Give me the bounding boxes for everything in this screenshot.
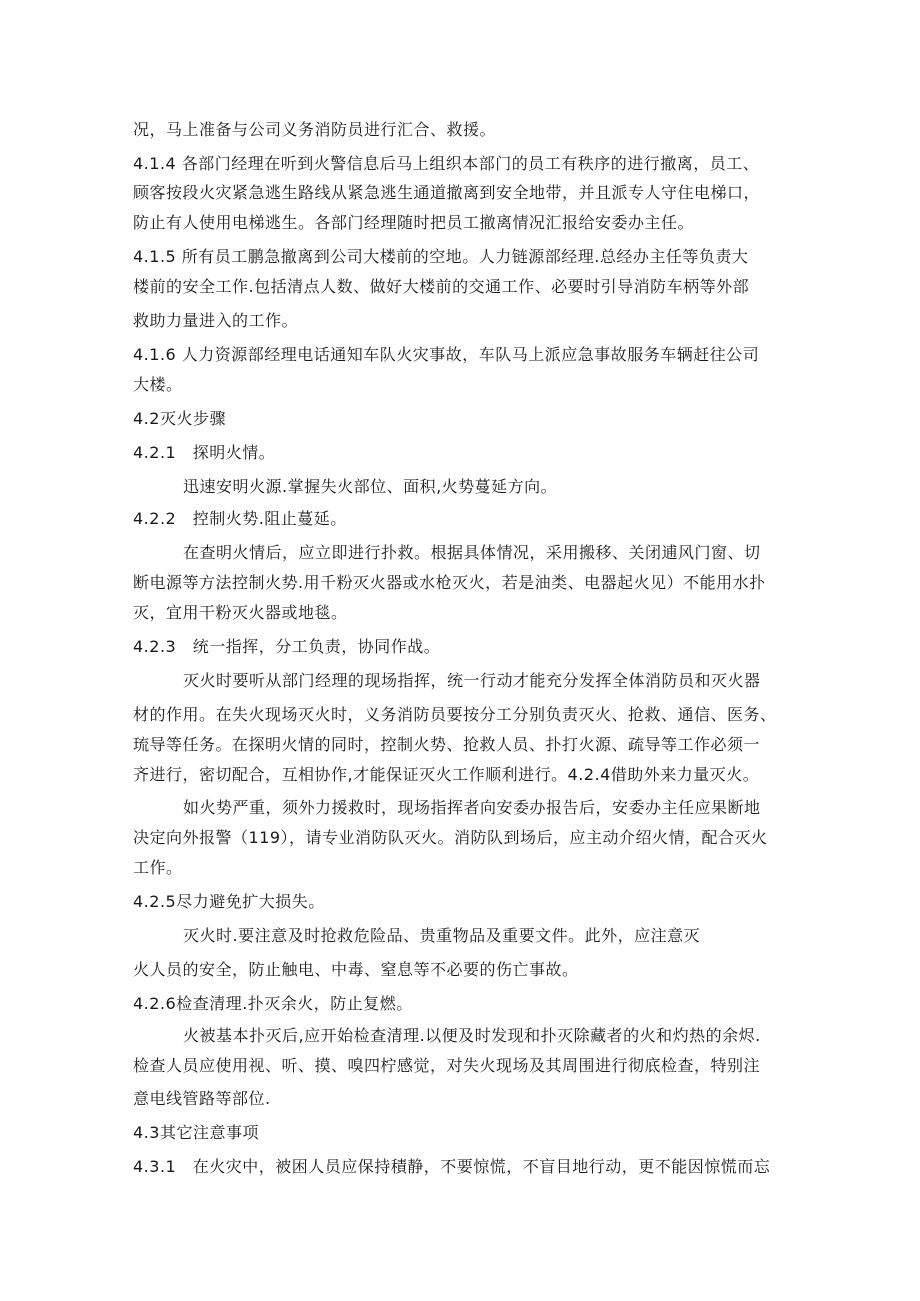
text-line: 火人员的安全，防止触电、中毒、窒息等不必要的伤亡事故。 bbox=[133, 960, 579, 979]
text-line: 材的作用。在失火现场灭火时，义务消防员要按分工分别负责灭火、抢救、通信、医务、 bbox=[133, 705, 777, 724]
subsection-heading: 4.2.1 探明火情。 bbox=[133, 443, 276, 462]
text-line: 决定向外报警（119），请专业消防队灭火。消防队到场后，应主动介绍火情，配合灭火 bbox=[133, 828, 768, 847]
text-line: 迅速安明火源.掌握失火部位、面积,火势蔓延方向。 bbox=[183, 477, 558, 496]
text-line: 顾客按段火灾紧急逃生路线从紧急逃生通道撤离到安全地带，并且派专人守住电梯口， bbox=[133, 183, 761, 202]
text-line: 齐进行，密切配合，互相协作,才能保证灭火工作顺利进行。4.2.4借助外来力量灭火。 bbox=[133, 765, 760, 784]
text-line: 断电源等方法控制火势.用千粉灭火器或水枪灭火，若是油类、电器起火见）不能用水扑 bbox=[133, 573, 766, 592]
section-heading: 4.2灭火步骤 bbox=[133, 409, 226, 428]
text-line: 如火势严重，须外力援救时，现场指挥者向安委办报告后，安委办主任应果断地 bbox=[183, 798, 761, 817]
subsection-heading: 4.3.1 在火灾中，被困人员应保持積静，不要惊慌，不盲目地行动，更不能因惊慌而忘 bbox=[133, 1157, 771, 1176]
text-line: 检查人员应使用视、听、摸、嗅四柠感觉，对失火现场及其周围进行彻底检查，特别注 bbox=[133, 1056, 761, 1075]
subsection-heading: 4.2.6检查清理.扑灭余火，防止复燃。 bbox=[133, 994, 413, 1013]
text-line: 灭火时.要注意及时抢救危险品、贵重物品及重要文件。此外，应注意灭 bbox=[183, 926, 701, 945]
subsection-heading: 4.2.3 统一指挥，分工负责，协同作战。 bbox=[133, 637, 441, 656]
text-line: 灭火时要听从部门经理的现场指挥，统一行动才能充分发挥全体消防员和灭火器 bbox=[183, 671, 761, 690]
text-line: 火被基本扑灭后,应开始检查清理.以便及时发现和扑灭除藏者的火和灼热的余烬. bbox=[183, 1026, 761, 1045]
text-line: 救助力量进入的工作。 bbox=[133, 311, 299, 330]
subsection-heading: 4.2.5尽力避免扩大损失。 bbox=[133, 892, 325, 911]
section-heading: 4.3其它注意事项 bbox=[133, 1123, 259, 1142]
subsection-heading: 4.2.2 控制火势.阻止蔓延。 bbox=[133, 509, 347, 528]
text-line: 4.1.5 所有员工鹏急撤离到公司大楼前的空地。人力链源部经理.总经办主任等负责大 bbox=[133, 247, 749, 266]
text-line: 意电线管路等部位. bbox=[133, 1089, 271, 1108]
text-line: 在查明火情后，应立即进行扑救。根据具体情况，采用搬移、关闭逋风门窗、切 bbox=[183, 543, 761, 562]
text-line: 大楼。 bbox=[133, 375, 183, 394]
text-line: 工作。 bbox=[133, 858, 183, 877]
text-line: 灭，宜用干粉灭火器或地毯。 bbox=[133, 603, 348, 622]
text-line: 4.1.6 人力资源部经理电话通知车队火灾事故，车队马上派应急事故服务车辆赶往公司 bbox=[133, 345, 760, 364]
text-line: 琉导等任务。在探明火情的同时，控制火势、抢救人员、扑打火源、疏导等工作必须一 bbox=[133, 735, 761, 754]
text-line: 4.1.4 各部门经理在听到火警信息后马上组织本部门的员工有秩序的进行撤离，员工、 bbox=[133, 154, 760, 173]
text-line: 防止有人使用电梯逃生。各部门经理随时把员工撤离情况汇报给安委办主任。 bbox=[133, 213, 695, 232]
text-line: 况，马上准备与公司义务消防员进行汇合、救援。 bbox=[133, 120, 497, 139]
text-line: 楼前的安全工作.包括清点人数、做好大楼前的交通工作、必要时引导消防车柄等外部 bbox=[133, 277, 750, 296]
